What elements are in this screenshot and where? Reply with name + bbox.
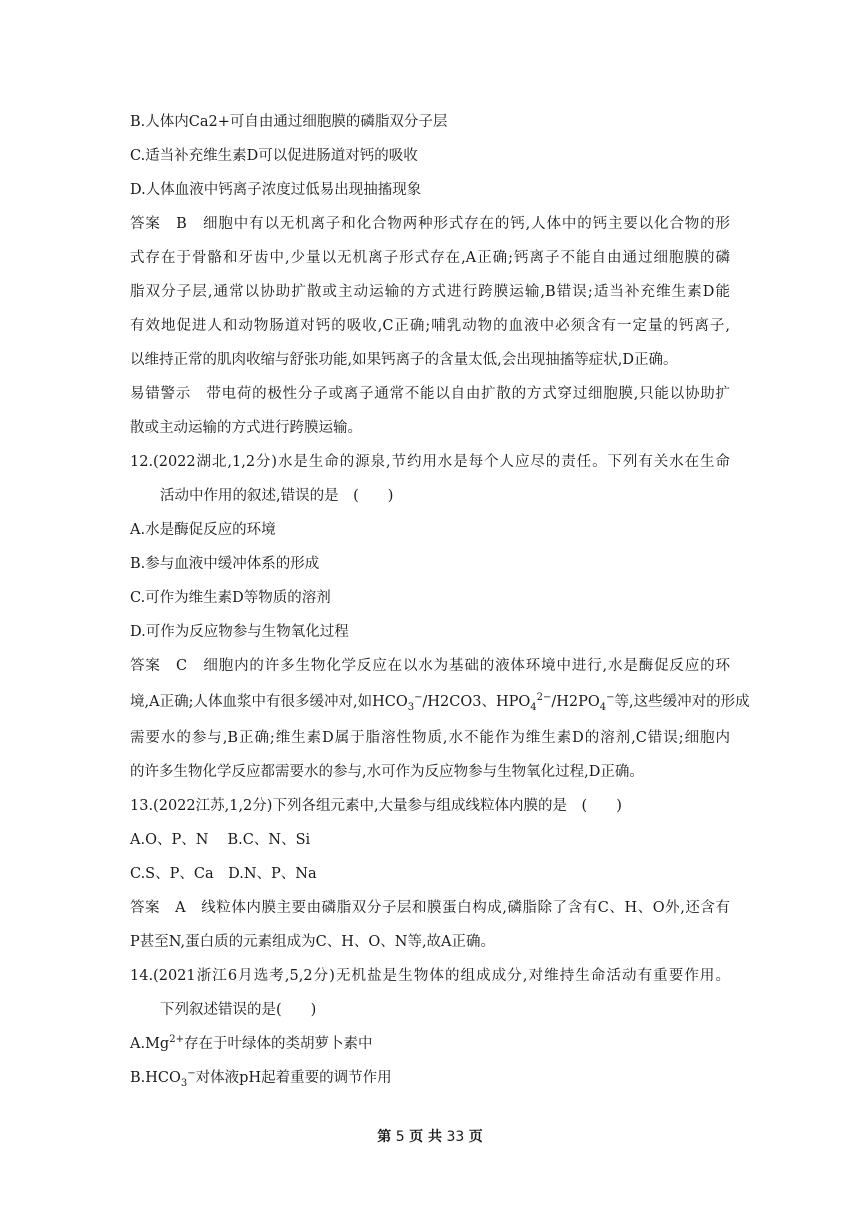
q14-option-b: $B.HCO_3^-$对体液pH起着重要的调节作用 (130, 1068, 392, 1089)
total-pages: 33 (446, 1129, 465, 1145)
q11-option-b: B.人体内Ca2+可自由通过细胞膜的磷脂双分子层 (130, 114, 448, 130)
q13-answer-line: P甚至N,蛋白质的元素组成为C、H、O、N等,故A正确。 (130, 934, 496, 950)
q12-answer-line: 答案 C 细胞内的许多生物化学反应在以水为基础的液体环境中进行,水是酶促反应的环 (130, 658, 730, 674)
q14-option-a: $A.Mg^{2+}$存在于叶绿体的类胡萝卜素中 (130, 1034, 373, 1052)
q14-stem: 14.(2021浙江6月选考,5,2分)无机盐是生物体的组成成分,对维持生命活动有重要作用。 (130, 968, 730, 984)
q12-answer-line: 需要水的参与,B正确;维生素D属于脂溶性物质,水不能作为维生素D的溶剂,C错误;细胞内 (130, 730, 730, 746)
q12-answer-line: 的许多生物化学反应都需要水的参与,水可作为反应物参与生物氧化过程,D正确。 (130, 764, 644, 780)
q11-answer-line: 答案 B 细胞中有以无机离子和化合物两种形式存在的钙,人体中的钙主要以化合物的形 (130, 216, 730, 232)
current-page-number: 5 (395, 1129, 405, 1145)
q12-stem: 12.(2022湖北,1,2分)水是生命的源泉,节约用水是每个人应尽的责任。下列有关水在生命 (130, 454, 730, 470)
q13-options-ab: A.O、P、N B.C、N、Si (130, 832, 311, 848)
q12-option-d: D.可作为反应物参与生物氧化过程 (130, 624, 349, 640)
q11-option-c: C.适当补充维生素D可以促进肠道对钙的吸收 (130, 148, 418, 164)
bicarbonate-formula: $HCO_3^-$ (372, 692, 423, 713)
q12-option-c: C.可作为维生素D等物质的溶剂 (130, 590, 331, 606)
dihydrogen-phosphate-formula: $/H2PO_4^-$ (551, 692, 615, 713)
q11-answer-line: 脂双分子层,通常以协助扩散或主动运输的方式进行跨膜运输,B错误;适当补充维生素D能 (130, 284, 730, 300)
q12-option-b: B.参与血液中缓冲体系的形成 (130, 556, 320, 572)
q11-answer-line: 以维持正常的肌肉收缩与舒张功能,如果钙离子的含量太低,会出现抽搐等症状,D正确。 (130, 352, 678, 368)
q11-option-d: D.人体血液中钙离子浓度过低易出现抽搐现象 (130, 182, 422, 198)
q14-stem-cont: 下列叙述错误的是( ) (160, 1002, 317, 1018)
q11-answer-line: 有效地促进人和动物肠道对钙的吸收,C正确;哺乳动物的血液中必须含有一定量的钙离子, (130, 318, 730, 334)
error-warning-line: 易错警示 带电荷的极性分子或离子通常不能以自由扩散的方式穿过细胞膜,只能以协助扩 (130, 386, 730, 402)
answer-text: 境,A正确;人体血浆中有很多缓冲对,如 (130, 694, 373, 710)
q13-stem: 13.(2022江苏,1,2分)下列各组元素中,大量参与组成线粒体内膜的是 ( ) (130, 798, 622, 814)
error-warning-line: 散或主动运输的方式进行跨膜运输。 (130, 420, 362, 436)
q12-answer-line-formulas: 境,A正确;人体血浆中有很多缓冲对,如$HCO_3^-/H2CO3$、$HPO_4^{2-}/H2PO_4^-$等,这些缓冲对的形成 (130, 692, 750, 713)
q13-answer-line: 答案 A 线粒体内膜主要由磷脂双分子层和膜蛋白构成,磷脂除了含有C、H、O外,还含有 (130, 900, 730, 916)
page-footer: 第 5 页 共 33 页 (377, 1129, 483, 1145)
q12-option-a: A.水是酶促反应的环境 (130, 522, 276, 538)
q12-stem-cont: 活动中作用的叙述,错误的是 ( ) (160, 488, 394, 504)
q13-options-cd: C.S、P、Ca D.N、P、Na (130, 866, 317, 882)
hydrogen-phosphate-formula: $HPO_4^{2-}$ (495, 692, 552, 713)
q11-answer-line: 式存在于骨骼和牙齿中,少量以无机离子形式存在,A正确;钙离子不能自由通过细胞膜的磷 (130, 250, 730, 266)
